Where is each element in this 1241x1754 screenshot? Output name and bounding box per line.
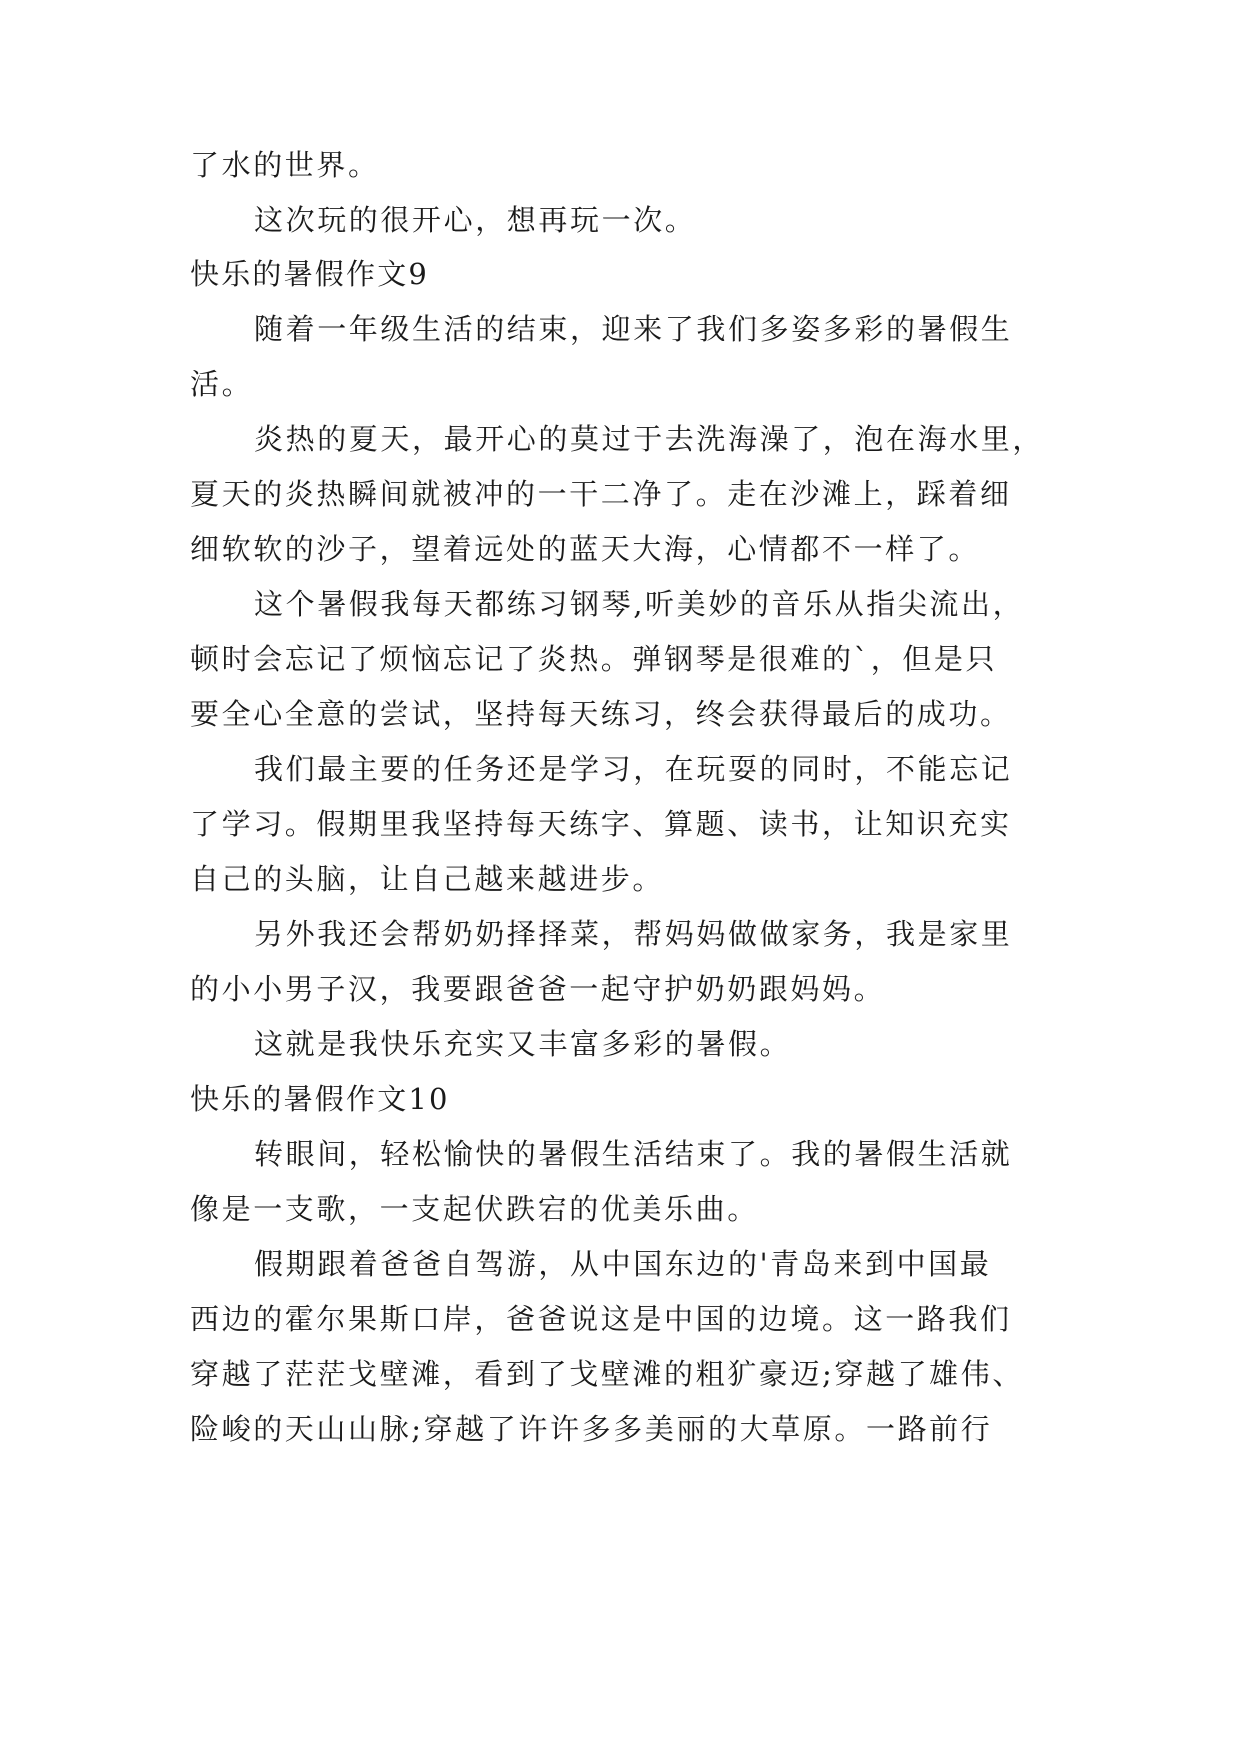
paragraph-line: 我们最主要的任务还是学习，在玩耍的同时，不能忘记	[254, 752, 1013, 786]
paragraph-line: 另外我还会帮奶奶择择菜，帮妈妈做做家务，我是家里	[254, 917, 1013, 951]
paragraph-line: 炎热的夏天，最开心的莫过于去洗海澡了，泡在海水里，	[254, 422, 1045, 456]
paragraph-line: 像是一支歌，一支起伏跌宕的优美乐曲。	[190, 1192, 759, 1226]
paragraph-line: 转眼间，轻松愉快的暑假生活结束了。我的暑假生活就	[254, 1137, 1013, 1171]
paragraph-line: 假期跟着爸爸自驾游，从中国东边的'青岛来到中国最	[254, 1247, 992, 1281]
paragraph-line: 活。	[190, 367, 254, 401]
paragraph-line: 西边的霍尔果斯口岸，爸爸说这是中国的边境。这一路我们	[190, 1302, 1012, 1336]
paragraph-line: 的小小男子汉，我要跟爸爸一起守护奶奶跟妈妈。	[190, 972, 886, 1006]
paragraph-line: 自己的头脑，让自己越来越进步。	[190, 862, 665, 896]
paragraph-line: 要全心全意的尝试，坚持每天练习，终会获得最后的成功。	[190, 697, 1012, 731]
paragraph-line: 顿时会忘记了烦恼忘记了炎热。弹钢琴是很难的`，但是只	[190, 642, 998, 676]
section-heading: 快乐的暑假作文9	[190, 257, 430, 291]
paragraph-line: 险峻的天山山脉;穿越了许许多多美丽的大草原。一路前行	[190, 1412, 993, 1446]
paragraph-line: 了学习。假期里我坚持每天练字、算题、读书，让知识充实	[190, 807, 1012, 841]
paragraph-line: 夏天的炎热瞬间就被冲的一干二净了。走在沙滩上，踩着细	[190, 477, 1012, 511]
paragraph-line: 这就是我快乐充实又丰富多彩的暑假。	[254, 1027, 792, 1061]
paragraph-line: 这次玩的很开心，想再玩一次。	[254, 203, 697, 237]
paragraph-line: 穿越了茫茫戈壁滩，看到了戈壁滩的粗犷豪迈;穿越了雄伟、	[190, 1357, 1024, 1391]
paragraph-line: 这个暑假我每天都练习钢琴,听美妙的音乐从指尖流出，	[254, 587, 1025, 621]
paragraph-line: 了水的世界。	[190, 148, 380, 182]
paragraph-line: 随着一年级生活的结束，迎来了我们多姿多彩的暑假生	[254, 312, 1013, 346]
paragraph-line: 细软软的沙子，望着远处的蓝天大海，心情都不一样了。	[190, 532, 981, 566]
section-heading: 快乐的暑假作文10	[190, 1082, 450, 1116]
